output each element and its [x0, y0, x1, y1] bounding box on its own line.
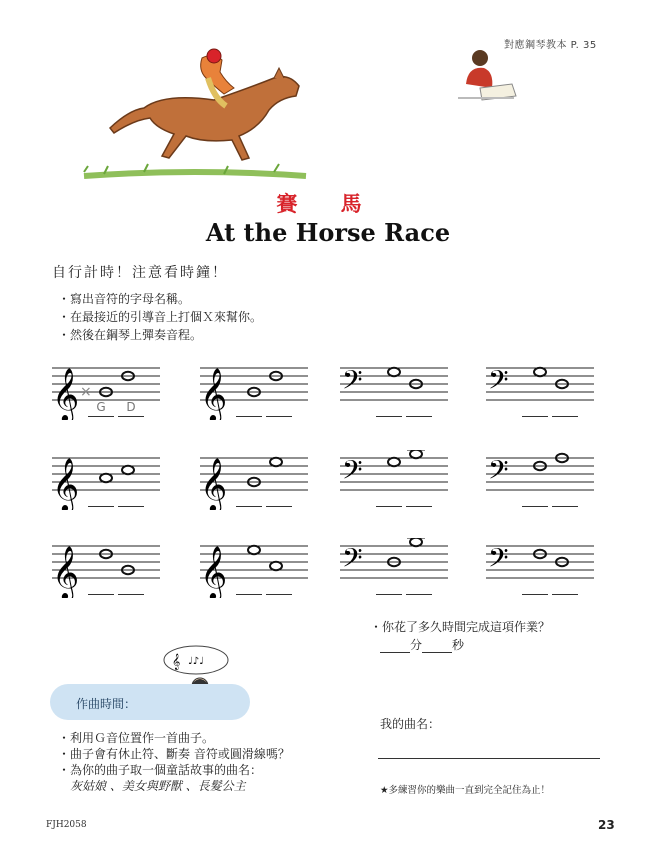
practice-footnote: ★多練習你的樂曲一直到完全記住為止！	[380, 785, 551, 796]
whole-note	[122, 466, 134, 474]
guide-x-mark: ×	[80, 384, 92, 400]
answer-blank[interactable]	[376, 400, 402, 417]
composing-item: ・為你的曲子取一個童話故事的曲名：	[58, 763, 263, 777]
whole-note	[388, 458, 400, 466]
composing-item: ・利用Ｇ音位置作一首曲子。	[58, 731, 215, 745]
publisher-code: FJH2058	[46, 820, 87, 830]
answer-blank[interactable]	[552, 578, 578, 595]
whole-note	[100, 474, 112, 482]
horse-race-illustration	[74, 48, 314, 188]
answer-blank[interactable]	[266, 578, 292, 595]
title-english: At the Horse Race	[205, 218, 451, 247]
minutes-blank[interactable]	[380, 640, 410, 653]
whole-note	[410, 538, 422, 546]
treble-clef-icon: 𝄞	[200, 457, 228, 510]
answer-blank[interactable]	[236, 490, 262, 507]
instructions-list	[58, 290, 262, 344]
answer-blank[interactable]	[522, 578, 548, 595]
whole-note	[270, 562, 282, 570]
composing-list	[58, 730, 290, 794]
whole-note	[270, 458, 282, 466]
treble-clef-icon: 𝄞	[52, 367, 80, 420]
composing-item: ・曲子會有休止符、斷奏 音符或圓滑線嗎？	[58, 747, 290, 761]
answer-blank[interactable]	[266, 400, 292, 417]
timing-answer	[380, 636, 464, 653]
whole-note	[388, 368, 400, 376]
answer-blank[interactable]	[406, 400, 432, 417]
answer-blank[interactable]	[236, 578, 262, 595]
whole-note	[248, 546, 260, 554]
answer-blank[interactable]	[376, 578, 402, 595]
answer-blank[interactable]	[552, 490, 578, 507]
svg-text:♩♪♩: ♩♪♩	[188, 656, 204, 667]
bass-clef-icon: 𝄢	[342, 542, 363, 580]
svg-text:𝄞: 𝄞	[172, 654, 181, 670]
bass-clef-icon: 𝄢	[488, 542, 509, 580]
answer-blank[interactable]: G	[88, 400, 114, 417]
answer-blank[interactable]	[376, 490, 402, 507]
title-chinese: 賽 馬	[276, 192, 380, 216]
whole-note	[534, 368, 546, 376]
bass-clef-icon: 𝄢	[488, 454, 509, 492]
treble-clef-icon: 𝄞	[200, 545, 228, 598]
bass-clef-icon: 𝄢	[342, 364, 363, 402]
answer-blank[interactable]	[522, 490, 548, 507]
answer-blank[interactable]	[522, 400, 548, 417]
subtitle: 自行計時！注意看時鐘！	[52, 265, 228, 281]
my-title-label: 我的曲名：	[380, 717, 441, 731]
instruction-item: ・寫出音符的字母名稱。	[58, 292, 191, 306]
fairy-tale-examples: 灰姑娘 、美女與野獸 、長髮公主	[70, 779, 246, 793]
answer-blank[interactable]	[406, 490, 432, 507]
answer-blank[interactable]	[118, 490, 144, 507]
my-title-blank[interactable]	[378, 758, 600, 759]
minutes-label: 分	[410, 638, 423, 652]
textbook-reference: 對應鋼琴教本 P. 35	[504, 40, 597, 51]
seconds-blank[interactable]	[422, 640, 452, 653]
answer-blank[interactable]	[88, 490, 114, 507]
answer-blank[interactable]	[88, 578, 114, 595]
answer-blank[interactable]	[266, 490, 292, 507]
answer-blank[interactable]	[406, 578, 432, 595]
treble-clef-icon: 𝄞	[52, 457, 80, 510]
answer-blank[interactable]	[118, 578, 144, 595]
answer-blank[interactable]: D	[118, 400, 144, 417]
bass-clef-icon: 𝄢	[342, 454, 363, 492]
bass-clef-icon: 𝄢	[488, 364, 509, 402]
answer-blank[interactable]	[552, 400, 578, 417]
child-writing-illustration	[450, 44, 520, 104]
answer-blank[interactable]	[236, 400, 262, 417]
whole-note	[410, 450, 422, 458]
treble-clef-icon: 𝄞	[200, 367, 228, 420]
seconds-label: 秒	[452, 638, 465, 652]
page-number: 23	[598, 818, 615, 832]
instruction-item: ・在最接近的引導音上打個Ｘ來幫你。	[58, 310, 263, 324]
timing-question: ・你花了多久時間完成這項作業？	[370, 620, 551, 634]
treble-clef-icon: 𝄞	[52, 545, 80, 598]
composing-heading: 作曲時間：	[76, 697, 137, 711]
instruction-item: ・然後在鋼琴上彈奏音程。	[58, 328, 203, 342]
